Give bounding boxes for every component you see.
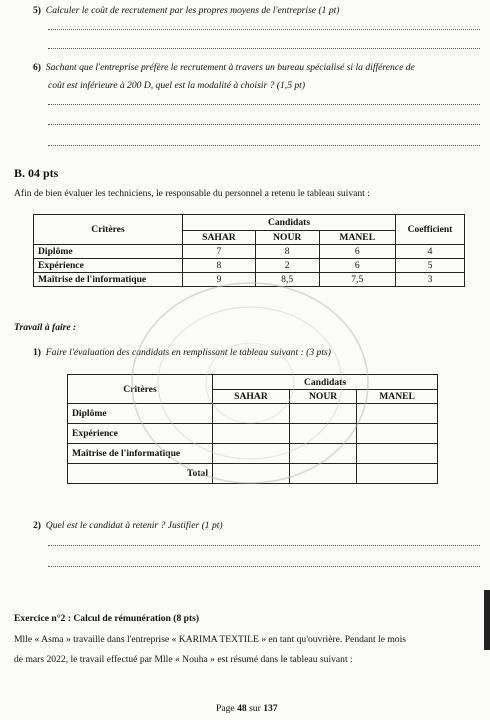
answer-line: [48, 48, 480, 49]
score-cell: 7: [183, 245, 256, 259]
question-text: Faire l'évaluation des candidats en remplissant le tableau suivant : (3 pts): [45, 347, 331, 358]
empty-cell: [213, 404, 290, 424]
question-1: [33, 345, 331, 360]
answer-line: [48, 145, 480, 146]
coefficient-cell: 4: [396, 245, 465, 259]
footer-prefix: Page: [216, 703, 235, 714]
travail-title: Travail à faire :: [14, 322, 77, 333]
criterion-label: Maîtrise de l'informatique: [34, 273, 183, 287]
question-number: 2): [33, 520, 41, 531]
empty-cell: [357, 464, 438, 484]
section-b-title: B. 04 pts: [14, 166, 59, 180]
question-text: Quel est le candidat à retenir ? Justifier (1 pt): [45, 520, 223, 531]
score-cell: 8: [255, 245, 319, 259]
candidates-header: Candidats: [213, 375, 438, 390]
criteria-table: [33, 214, 465, 287]
page-footer: [216, 703, 278, 714]
question-6-line2: coût est inférieure à 200 D, quel est la modalité à choisir ? (1,5 pt): [48, 80, 306, 91]
criteria-header: Critères: [68, 375, 213, 404]
question-number: 5): [33, 5, 41, 16]
question-text: Calculer le coût de recrutement par les propres moyens de l'entreprise (1 pt): [45, 5, 340, 16]
table-row: [34, 273, 465, 287]
question-number: 1): [33, 347, 41, 358]
table-row: [34, 259, 465, 273]
total-label: Total: [68, 464, 213, 484]
page-number: 48: [237, 703, 247, 714]
criterion-label: Diplôme: [68, 404, 213, 424]
candidate-name: SAHAR: [183, 231, 256, 245]
footer-middle: sur: [249, 703, 261, 714]
table-row: [68, 444, 438, 464]
candidate-name: NOUR: [255, 231, 319, 245]
answer-line: [48, 124, 480, 125]
empty-cell: [357, 444, 438, 464]
candidates-header: Candidats: [183, 215, 396, 231]
empty-cell: [213, 444, 290, 464]
criteria-header: Critères: [34, 215, 183, 245]
section-b-intro: Afin de bien évaluer les techniciens, le responsable du personnel a retenu le tableau suivant :: [14, 188, 370, 199]
exercise-2-title: Exercice n°2 : Calcul de rémunération (8 pts): [14, 613, 200, 624]
empty-cell: [289, 424, 356, 444]
empty-cell: [289, 464, 356, 484]
criterion-label: Expérience: [68, 424, 213, 444]
candidate-name: MANEL: [357, 390, 438, 404]
answer-line: [48, 545, 480, 546]
candidate-name: SAHAR: [213, 390, 290, 404]
question-2: [33, 518, 223, 533]
score-cell: 8,5: [255, 273, 319, 287]
table-row: [68, 404, 438, 424]
empty-cell: [357, 424, 438, 444]
question-text: Sachant que l'entreprise préfère le recrutement à travers un bureau spécialisé si la différence de: [45, 62, 415, 73]
question-5: [33, 3, 340, 18]
criterion-label: Expérience: [34, 259, 183, 273]
empty-cell: [289, 404, 356, 424]
evaluation-table: [67, 374, 438, 484]
candidate-name: NOUR: [289, 390, 356, 404]
coefficient-cell: 5: [396, 259, 465, 273]
empty-cell: [213, 424, 290, 444]
score-cell: 8: [183, 259, 256, 273]
table-row: [68, 424, 438, 444]
score-cell: 6: [319, 259, 395, 273]
exercise-2-line1: Mlle « Asma » travaille dans l'entreprise « KARIMA TEXTILE » en tant qu'ouvrière. Pendant le mois: [14, 634, 407, 645]
answer-line: [48, 29, 480, 30]
table-row: [34, 245, 465, 259]
coefficient-cell: 3: [396, 273, 465, 287]
answer-line: [48, 566, 480, 567]
answer-line: [48, 104, 480, 105]
score-cell: 2: [255, 259, 319, 273]
total-row: [68, 464, 438, 484]
criterion-label: Maîtrise de l'informatique: [68, 444, 213, 464]
empty-cell: [357, 404, 438, 424]
coefficient-header: Coefficient: [396, 215, 465, 245]
score-cell: 7,5: [319, 273, 395, 287]
empty-cell: [213, 464, 290, 484]
page-total: 137: [263, 703, 278, 714]
score-cell: 6: [319, 245, 395, 259]
question-6: [33, 60, 483, 75]
criterion-label: Diplôme: [34, 245, 183, 259]
candidate-name: MANEL: [319, 231, 395, 245]
score-cell: 9: [183, 273, 256, 287]
scan-edge: [484, 590, 490, 650]
empty-cell: [289, 444, 356, 464]
exercise-2-line2: de mars 2022, le travail effectué par Mlle « Nouha » est résumé dans le tableau suivant :: [14, 654, 353, 665]
question-number: 6): [33, 62, 41, 73]
